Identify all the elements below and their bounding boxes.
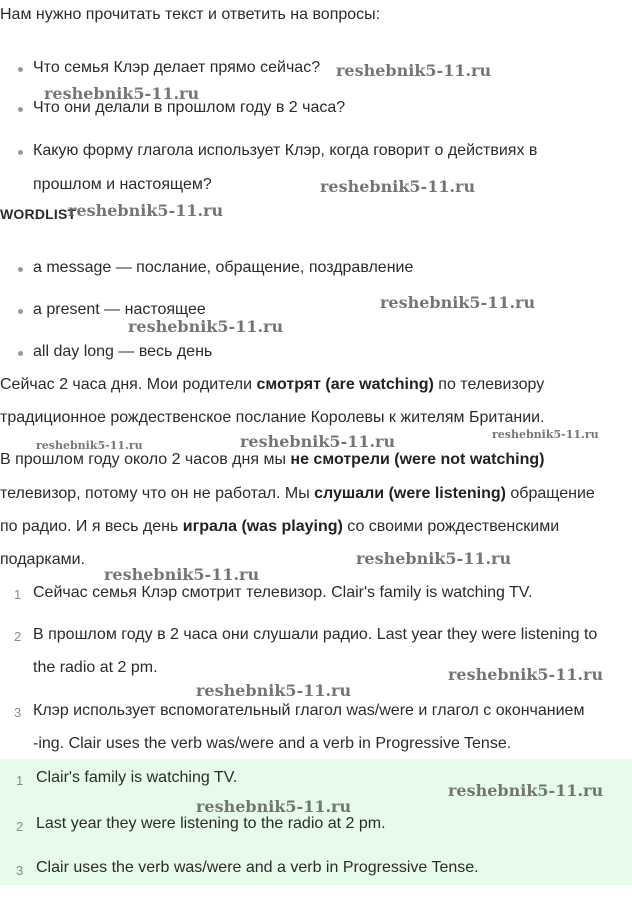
watermark: reshebnik5-11.ru — [68, 201, 224, 220]
bullet — [18, 267, 23, 272]
answer-line: Клэр использует вспомогательный глагол was/were и глагол с окончанием — [33, 702, 585, 719]
wordlist-heading: WORDLIST — [0, 206, 77, 222]
paragraph-line — [0, 451, 545, 469]
list-item: a message — послание, обращение, поздравление — [33, 259, 414, 276]
bold-text: играла (was playing) — [182, 518, 343, 535]
plain-text: по радио. И я весь день — [0, 518, 183, 535]
plain-text: обращение — [505, 485, 595, 502]
watermark: reshebnik5-11.ru — [356, 549, 512, 568]
list-number: 2 — [16, 819, 24, 834]
bullet — [18, 150, 23, 155]
paragraph-line — [0, 376, 544, 394]
paragraph-line — [0, 518, 559, 536]
list-item: Что семья Клэр делает прямо сейчас? — [33, 59, 321, 76]
watermark: reshebnik5-11.ru — [448, 665, 604, 684]
watermark: reshebnik5-11.ru — [44, 84, 200, 103]
list-number: 3 — [14, 705, 22, 720]
final-answer: Clair uses the verb was/were and a verb in Progressive Tense. — [36, 859, 479, 876]
watermark: reshebnik5-11.ru — [36, 439, 143, 452]
bold-text: смотрят (are watching) — [256, 376, 434, 393]
list-item: Какую форму глагола использует Клэр, когда говорит о действиях в — [33, 142, 538, 159]
list-number: 2 — [14, 629, 22, 644]
answer-line: Сейчас семья Клэр смотрит телевизор. Clair's family is watching TV. — [33, 584, 533, 601]
answer-line: the radio at 2 pm. — [33, 659, 158, 676]
watermark: reshebnik5-11.ru — [104, 565, 260, 584]
final-answer: Last year they were listening to the radio at 2 pm. — [36, 815, 386, 832]
plain-text: В прошлом году около 2 часов дня мы — [0, 451, 291, 468]
final-answer: Clair's family is watching TV. — [36, 769, 238, 786]
watermark: reshebnik5-11.ru — [448, 781, 604, 800]
intro-text: Нам нужно прочитать текст и ответить на вопросы: — [0, 6, 381, 23]
watermark: reshebnik5-11.ru — [320, 177, 476, 196]
list-number: 1 — [14, 587, 22, 602]
watermark: reshebnik5-11.ru — [128, 317, 284, 336]
answer-line: В прошлом году в 2 часа они слушали радио. Last year they were listening to — [33, 626, 598, 643]
list-item-continuation: прошлом и настоящем? — [33, 176, 212, 193]
bullet — [18, 67, 23, 72]
watermark: reshebnik5-11.ru — [336, 61, 492, 80]
plain-text: Сейчас 2 часа дня. Мои родители — [0, 376, 257, 393]
plain-text: со своими рождественскими — [342, 518, 560, 535]
watermark: reshebnik5-11.ru — [196, 681, 352, 700]
list-item: all day long — весь день — [33, 343, 213, 360]
bullet — [18, 107, 23, 112]
watermark: reshebnik5-11.ru — [380, 293, 536, 312]
paragraph-line: традиционное рождественское послание Королевы к жителям Британии. — [0, 409, 545, 426]
list-item: a present — настоящее — [33, 301, 206, 318]
list-number: 3 — [16, 863, 24, 878]
list-number: 1 — [16, 773, 24, 788]
paragraph-line — [0, 485, 595, 503]
bullet — [18, 351, 23, 356]
bold-text: слушали (were listening) — [314, 485, 506, 502]
answer-line: -ing. Clair uses the verb was/were and a verb in Progressive Tense. — [33, 735, 512, 752]
bullet — [18, 309, 23, 314]
paragraph-line: подарками. — [0, 551, 85, 568]
plain-text: телевизор, потому что он не работал. Мы — [0, 485, 315, 502]
watermark: reshebnik5-11.ru — [492, 428, 599, 441]
list-item: Что они делали в прошлом году в 2 часа? — [33, 99, 346, 116]
watermark: reshebnik5-11.ru — [240, 432, 396, 451]
bold-text: не смотрели (were not watching) — [290, 451, 545, 468]
plain-text: по телевизору — [433, 376, 545, 393]
watermark: reshebnik5-11.ru — [196, 797, 352, 816]
